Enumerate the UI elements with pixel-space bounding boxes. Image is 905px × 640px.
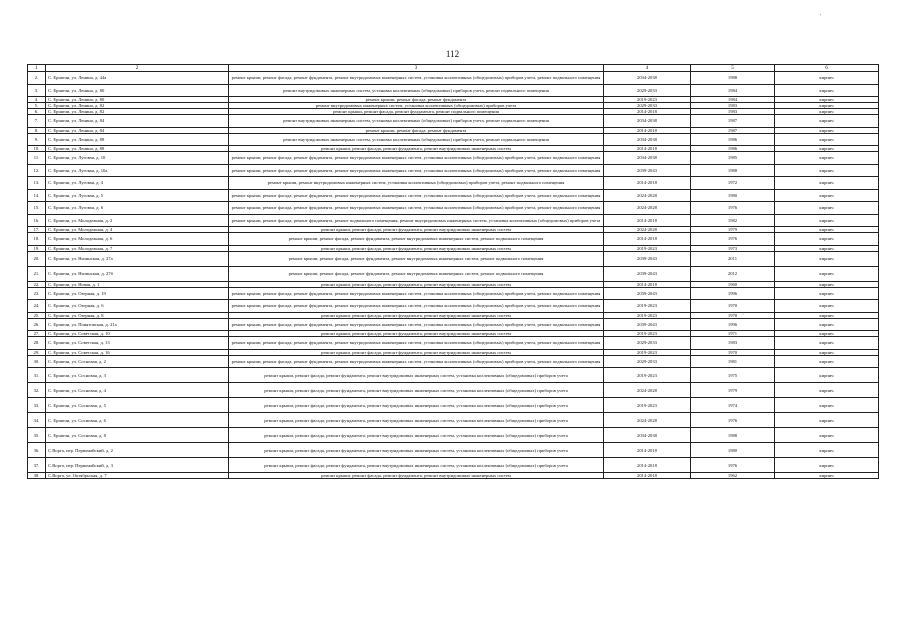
address-cell: С. Ершичи, ул. Понятовская, д. 21а xyxy=(46,318,229,331)
period-cell: 2014-2018 xyxy=(604,214,691,227)
period-cell: 2039-2043 xyxy=(604,318,691,331)
scan-mark: ' xyxy=(820,14,822,20)
works-cell: ремонт крыши, ремонт фасада, ремонт фундамента, ремонт внутридомовых инженерных систем xyxy=(229,331,604,337)
row-number: 10. xyxy=(28,146,46,152)
address-cell: С. Ершичи, ул. Сосновая, д. 4 xyxy=(46,383,229,398)
row-number: 30. xyxy=(28,355,46,368)
period-cell: 2029-2033 xyxy=(604,84,691,97)
works-cell: ремонт крыши, ремонт фасада, ремонт фундамента, ремонт подвального помещения, ремонт внутридомовых инженерных систем, установка коллективных (общедомовых) приборов учета xyxy=(229,214,604,227)
address-cell: С. Ершичи, ул. Луговая, д. 4 xyxy=(46,177,229,190)
works-cell: ремонт крыши, ремонт внутридомовых инженерных систем, установка коллективных (общедомовых) приборов учета, ремонт подвального помещения xyxy=(229,177,604,190)
year-built-cell: 1983 xyxy=(691,109,775,115)
address-cell: С. Ершичи, ул. Ленина, д. 88 xyxy=(46,133,229,146)
address-cell: С. Ершичи, ул. Сосновая, д. 8 xyxy=(46,428,229,443)
year-built-cell: 1984 xyxy=(691,97,775,103)
table-row xyxy=(28,233,879,246)
wall-material-cell: кирпич xyxy=(775,214,879,227)
table-row xyxy=(28,72,879,85)
year-built-cell: 1986 xyxy=(691,133,775,146)
period-cell: 2014-2018 xyxy=(604,177,691,190)
period-cell: 2039-2043 xyxy=(604,287,691,300)
row-number: 7. xyxy=(28,115,46,128)
row-number: 25. xyxy=(28,312,46,318)
year-built-cell: 1973 xyxy=(691,245,775,251)
period-cell: 2024-2028 xyxy=(604,189,691,202)
wall-material-cell: кирпич xyxy=(775,281,879,287)
period-cell: 2014-2018 xyxy=(604,473,691,479)
period-cell: 2024-2028 xyxy=(604,202,691,215)
period-cell: 2029-2033 xyxy=(604,337,691,350)
row-number: 11. xyxy=(28,152,46,165)
table-row xyxy=(28,177,879,190)
wall-material-cell: кирпич xyxy=(775,349,879,355)
address-cell: С.Ворга, ул. Октябрьская, д. 7 xyxy=(46,473,229,479)
address-cell: С. Ершичи, ул. Советская, д. 16 xyxy=(46,349,229,355)
year-built-cell: 1980 xyxy=(691,189,775,202)
row-number: 22. xyxy=(28,281,46,287)
year-built-cell: 1970 xyxy=(691,312,775,318)
period-cell: 2014-2018 xyxy=(604,281,691,287)
column-header: 4 xyxy=(604,65,691,72)
year-built-cell: 1979 xyxy=(691,383,775,398)
works-cell: ремонт крыши, ремонт фасада, ремонт фундамента, ремонт внутридомовых инженерных систем xyxy=(229,349,604,355)
works-cell: ремонт крыши, ремонт фасада, ремонт фундамента, ремонт внутридомовых инженерных систем xyxy=(229,281,604,287)
address-cell: С. Ершичи, ул. Советская, д. 10 xyxy=(46,331,229,337)
year-built-cell: 1976 xyxy=(691,458,775,473)
period-cell: 2019-2023 xyxy=(604,398,691,413)
year-built-cell: 1996 xyxy=(691,318,775,331)
table-row xyxy=(28,189,879,202)
works-cell: ремонт крыши, ремонт фасада, ремонт фундамента, ремонт внутридомовых инженерных систем, установка коллективных (общедомовых) приборов учета, ремонт подвального помещения xyxy=(229,287,604,300)
wall-material-cell: кирпич xyxy=(775,368,879,383)
table-row xyxy=(28,318,879,331)
address-cell: С. Ершичи, ул. Новая, д. 1 xyxy=(46,281,229,287)
row-number: 16. xyxy=(28,214,46,227)
wall-material-cell: кирпич xyxy=(775,428,879,443)
year-built-cell: 1986 xyxy=(691,146,775,152)
wall-material-cell: кирпич xyxy=(775,251,879,266)
year-built-cell: 1975 xyxy=(691,368,775,383)
wall-material-cell: кирпич xyxy=(775,337,879,350)
period-cell: 2014-2018 xyxy=(604,127,691,133)
wall-material-cell: кирпич xyxy=(775,127,879,133)
year-built-cell: 1970 xyxy=(691,349,775,355)
row-number: 15. xyxy=(28,202,46,215)
row-number: 24. xyxy=(28,300,46,313)
address-cell: С. Ершичи, ул. Озерная, д. 19 xyxy=(46,287,229,300)
works-cell: ремонт крыши, ремонт фасада, ремонт фундамента, ремонт подвального помещения xyxy=(229,109,604,115)
year-built-cell: 1988 xyxy=(691,428,775,443)
year-built-cell: 1970 xyxy=(691,300,775,313)
address-cell: С. Ершичи, ул. Ленина, д. 82 xyxy=(46,103,229,109)
works-cell: ремонт крыши, ремонт фасада, ремонт фундамента, ремонт внутридомовых инженерных систем xyxy=(229,146,604,152)
row-number: 9. xyxy=(28,133,46,146)
works-cell: ремонт крыши, ремонт фасада, ремонт фундамента, ремонт внутридомовых инженерных систем, установка коллективных (общедомовых) приборов учета xyxy=(229,428,604,443)
wall-material-cell: кирпич xyxy=(775,109,879,115)
housing-repair-table xyxy=(27,64,879,479)
table-row xyxy=(28,164,879,177)
works-cell: ремонт крыши, ремонт фасада, ремонт фундамента, ремонт внутридомовых инженерных систем, установка коллективных (общедомовых) приборов учета, ремонт подвального помещения xyxy=(229,300,604,313)
works-cell: ремонт крыши, ремонт фасада, ремонт фундамента, ремонт внутридомовых инженерных систем, установка коллективных (общедомовых) приборов учета xyxy=(229,368,604,383)
row-number: 2. xyxy=(28,72,46,85)
row-number: 18. xyxy=(28,233,46,246)
address-cell: С. Ершичи, ул. Озерная, д. 8 xyxy=(46,312,229,318)
row-number: 36. xyxy=(28,443,46,458)
wall-material-cell: кирпич xyxy=(775,318,879,331)
period-cell: 2014-2018 xyxy=(604,146,691,152)
period-cell: 2014-2018 xyxy=(604,233,691,246)
address-cell: С. Ершичи, ул. Ленина, д. 84 xyxy=(46,127,229,133)
works-cell: ремонт внутридомовых инженерных систем, установка коллективных (общедомовых) приборов учета xyxy=(229,103,604,109)
address-cell: С. Ершичи, ул. Низинская, д. 27а xyxy=(46,251,229,266)
period-cell: 2014-2018 xyxy=(604,458,691,473)
wall-material-cell: кирпич xyxy=(775,115,879,128)
year-built-cell: 1982 xyxy=(691,214,775,227)
year-built-cell: 1976 xyxy=(691,413,775,428)
works-cell: ремонт крыши, ремонт фасада, ремонт фундамента, ремонт внутридомовых инженерных систем xyxy=(229,312,604,318)
year-built-cell: 1996 xyxy=(691,287,775,300)
row-number: 5. xyxy=(28,103,46,109)
row-number: 33. xyxy=(28,398,46,413)
period-cell: 2024-2028 xyxy=(604,413,691,428)
row-number: 34. xyxy=(28,413,46,428)
table-row xyxy=(28,383,879,398)
year-built-cell: 1980 xyxy=(691,443,775,458)
address-cell: С. Ершичи, ул. Ленина, д. 84 xyxy=(46,115,229,128)
address-cell: С. Ершичи, ул. Сосновая, д. 3 xyxy=(46,368,229,383)
table-row xyxy=(28,300,879,313)
year-built-cell: 1976 xyxy=(691,202,775,215)
address-cell: С. Ершичи, ул. Луговая, д. 6 xyxy=(46,202,229,215)
address-cell: С. Ершичи, ул. Сосновая, д. 5 xyxy=(46,398,229,413)
period-cell: 2039-2043 xyxy=(604,251,691,266)
table-row xyxy=(28,458,879,473)
works-cell: ремонт крыши, ремонт фасада, ремонт фундамента, ремонт внутридомовых инженерных систем xyxy=(229,473,604,479)
works-cell: ремонт крыши, ремонт фасада, ремонт фундамента, ремонт внутридомовых инженерных систем, установка коллективных (общедомовых) приборов учета, ремонт подвального помещения xyxy=(229,318,604,331)
year-built-cell: 2012 xyxy=(691,266,775,281)
address-cell: С. Ершичи, ул. Низинская, д. 27б xyxy=(46,266,229,281)
row-number: 27. xyxy=(28,331,46,337)
period-cell: 2039-2043 xyxy=(604,164,691,177)
period-cell: 2019-2023 xyxy=(604,245,691,251)
period-cell: 2039-2043 xyxy=(604,266,691,281)
works-cell: ремонт крыши, ремонт фасада, ремонт фундамента xyxy=(229,127,604,133)
table-row xyxy=(28,152,879,165)
works-cell: ремонт крыши, ремонт фасада, ремонт фундамента, ремонт внутридомовых инженерных систем, установка коллективных (общедомовых) приборов учета, ремонт подвального помещения xyxy=(229,202,604,215)
row-number: 26. xyxy=(28,318,46,331)
period-cell: 2019-2023 xyxy=(604,97,691,103)
wall-material-cell: кирпич xyxy=(775,312,879,318)
year-built-cell: 1976 xyxy=(691,233,775,246)
row-number: 21. xyxy=(28,266,46,281)
table-row xyxy=(28,251,879,266)
wall-material-cell: кирпич xyxy=(775,383,879,398)
period-cell: 2034-2038 xyxy=(604,133,691,146)
year-built-cell: 1974 xyxy=(691,398,775,413)
table-row xyxy=(28,287,879,300)
wall-material-cell: кирпич xyxy=(775,164,879,177)
address-cell: С. Ершичи, ул. Ленина, д. 88 xyxy=(46,146,229,152)
row-number: 3. xyxy=(28,84,46,97)
works-cell: ремонт крыши, ремонт фасада, ремонт фундамента, ремонт внутридомовых инженерных систем, установка коллективных (общедомовых) приборов учета xyxy=(229,443,604,458)
table-row xyxy=(28,428,879,443)
row-number: 28. xyxy=(28,337,46,350)
works-cell: ремонт крыши, ремонт фасада, ремонт фундамента, ремонт внутридомовых инженерных систем xyxy=(229,245,604,251)
period-cell: 2029-2033 xyxy=(604,103,691,109)
period-cell: 2014-2018 xyxy=(604,109,691,115)
row-number: 35. xyxy=(28,428,46,443)
wall-material-cell: кирпич xyxy=(775,287,879,300)
address-cell: С.Ворга, пер. Первомайский, д. 2 xyxy=(46,443,229,458)
row-number: 17. xyxy=(28,227,46,233)
table-row xyxy=(28,355,879,368)
works-cell: ремонт крыши, ремонт фасада, ремонт фундамента, ремонт внутридомовых инженерных систем, установка коллективных (общедомовых) приборов учета, ремонт подвального помещения xyxy=(229,337,604,350)
period-cell: 2019-2023 xyxy=(604,331,691,337)
works-cell: ремонт крыши, ремонт фасада, ремонт фундамента xyxy=(229,97,604,103)
column-header: 5 xyxy=(691,65,775,72)
column-header: 2 xyxy=(46,65,229,72)
row-number: 13. xyxy=(28,177,46,190)
address-cell: С. Ершичи, ул. Луговая, д. 10 xyxy=(46,152,229,165)
wall-material-cell: кирпич xyxy=(775,473,879,479)
address-cell: С.Ворга, пер. Первомайский, д. 3 xyxy=(46,458,229,473)
wall-material-cell: кирпич xyxy=(775,103,879,109)
row-number: 4. xyxy=(28,97,46,103)
row-number: 23. xyxy=(28,287,46,300)
year-built-cell: 1983 xyxy=(691,337,775,350)
period-cell: 2019-2023 xyxy=(604,368,691,383)
year-built-cell: 1960 xyxy=(691,281,775,287)
wall-material-cell: кирпич xyxy=(775,233,879,246)
table-row xyxy=(28,133,879,146)
works-cell: ремонт внутридомовых инженерных систем, установка коллективных (общедомовых) приборов учета, ремонт подвального помещения xyxy=(229,115,604,128)
address-cell: С. Ершичи, ул. Молодежная, д. 4 xyxy=(46,227,229,233)
wall-material-cell: кирпич xyxy=(775,300,879,313)
wall-material-cell: кирпич xyxy=(775,331,879,337)
table-row xyxy=(28,368,879,383)
row-number: 31. xyxy=(28,368,46,383)
table-row xyxy=(28,337,879,350)
table-body xyxy=(28,72,879,479)
table-row xyxy=(28,266,879,281)
wall-material-cell: кирпич xyxy=(775,355,879,368)
address-cell: С. Ершичи, ул. Молодежная, д. 2 xyxy=(46,214,229,227)
period-cell: 2029-2033 xyxy=(604,355,691,368)
scan-mark: · xyxy=(742,312,744,318)
wall-material-cell: кирпич xyxy=(775,227,879,233)
year-built-cell: 1971 xyxy=(691,331,775,337)
year-built-cell: 1972 xyxy=(691,177,775,190)
wall-material-cell: кирпич xyxy=(775,245,879,251)
works-cell: ремонт внутридомовых инженерных систем, установка коллективных (общедомовых) приборов учета, ремонт подвального помещения xyxy=(229,133,604,146)
address-cell: С. Ершичи, ул. Советская, д. 13 xyxy=(46,337,229,350)
address-cell: С. Ершичи, ул. Луговая, д. 10а xyxy=(46,164,229,177)
year-built-cell: 1985 xyxy=(691,152,775,165)
works-cell: ремонт крыши, ремонт фасада, ремонт фундамента, ремонт внутридомовых инженерных систем, установка коллективных (общедомовых) приборов учета xyxy=(229,413,604,428)
address-cell: С. Ершичи, ул. Ленина, д. 44а xyxy=(46,72,229,85)
row-number: 32. xyxy=(28,383,46,398)
works-cell: ремонт крыши, ремонт фасада, ремонт фундамента, ремонт внутридомовых инженерных систем, установка коллективных (общедомовых) приборов учета xyxy=(229,383,604,398)
wall-material-cell: кирпич xyxy=(775,266,879,281)
works-cell: ремонт крыши, ремонт фасада, ремонт фундамента, ремонт внутридомовых инженерных систем, установка коллективных (общедомовых) приборов учета, ремонт подвального помещения xyxy=(229,72,604,85)
period-cell: 2019-2023 xyxy=(604,312,691,318)
column-header-row xyxy=(28,65,879,72)
wall-material-cell: кирпич xyxy=(775,152,879,165)
row-number: 29. xyxy=(28,349,46,355)
table-row xyxy=(28,202,879,215)
address-cell: С. Ершичи, ул. Ленина, д. 82 xyxy=(46,109,229,115)
row-number: 12. xyxy=(28,164,46,177)
address-cell: С. Ершичи, ул. Молодежная, д. 7 xyxy=(46,245,229,251)
table-row xyxy=(28,115,879,128)
works-cell: ремонт внутридомовых инженерных систем, установка коллективных (общедомовых) приборов учета, ремонт подвального помещения xyxy=(229,84,604,97)
period-cell: 2034-2038 xyxy=(604,72,691,85)
row-number: 20. xyxy=(28,251,46,266)
year-built-cell: 1981 xyxy=(691,355,775,368)
year-built-cell: 1979 xyxy=(691,227,775,233)
row-number: 19. xyxy=(28,245,46,251)
wall-material-cell: кирпич xyxy=(775,84,879,97)
row-number: 6. xyxy=(28,109,46,115)
period-cell: 2034-2038 xyxy=(604,115,691,128)
wall-material-cell: кирпич xyxy=(775,189,879,202)
row-number: 8. xyxy=(28,127,46,133)
wall-material-cell: кирпич xyxy=(775,146,879,152)
address-cell: С. Ершичи, ул. Ленина, д. 80 xyxy=(46,97,229,103)
address-cell: С. Ершичи, ул. Молодежная, д. 6 xyxy=(46,233,229,246)
works-cell: ремонт крыши, ремонт фасада, ремонт фундамента, ремонт внутридомовых инженерных систем, установка коллективных (общедомовых) приборов учета, ремонт подвального помещения xyxy=(229,152,604,165)
year-built-cell: 1984 xyxy=(691,84,775,97)
period-cell: 2019-2023 xyxy=(604,300,691,313)
wall-material-cell: кирпич xyxy=(775,202,879,215)
period-cell: 2014-2018 xyxy=(604,443,691,458)
table-row xyxy=(28,214,879,227)
wall-material-cell: кирпич xyxy=(775,458,879,473)
address-cell: С. Ершичи, ул. Сосновая, д. 6 xyxy=(46,413,229,428)
table-row xyxy=(28,473,879,479)
address-cell: С. Ершичи, ул. Озерная, д. 6 xyxy=(46,300,229,313)
period-cell: 2019-2023 xyxy=(604,349,691,355)
works-cell: ремонт крыши, ремонт фасада, ремонт фундамента, ремонт внутридомовых инженерных систем, ремонт подвального помещения xyxy=(229,266,604,281)
row-number: 14. xyxy=(28,189,46,202)
wall-material-cell: кирпич xyxy=(775,398,879,413)
table-row xyxy=(28,398,879,413)
column-header: 1 xyxy=(28,65,46,72)
year-built-cell: 1962 xyxy=(691,473,775,479)
table-row xyxy=(28,413,879,428)
works-cell: ремонт крыши, ремонт фасада, ремонт фундамента, ремонт внутридомовых инженерных систем, установка коллективных (общедомовых) приборов учета, ремонт подвального помещения xyxy=(229,164,604,177)
period-cell: 2034-2038 xyxy=(604,152,691,165)
period-cell: 2024-2028 xyxy=(604,383,691,398)
address-cell: С. Ершичи, ул. Луговая, д. 5 xyxy=(46,189,229,202)
works-cell: ремонт крыши, ремонт фасада, ремонт фундамента, ремонт внутридомовых инженерных систем, ремонт подвального помещения xyxy=(229,233,604,246)
column-header: 3 xyxy=(229,65,604,72)
period-cell: 2034-2038 xyxy=(604,428,691,443)
address-cell: С. Ершичи, ул. Сосновая, д. 2 xyxy=(46,355,229,368)
row-number: 38. xyxy=(28,473,46,479)
page-number: 112 xyxy=(445,49,460,59)
works-cell: ремонт крыши, ремонт фасада, ремонт фундамента, ремонт внутридомовых инженерных систем xyxy=(229,227,604,233)
period-cell: 2024-2028 xyxy=(604,227,691,233)
table-row xyxy=(28,84,879,97)
wall-material-cell: кирпич xyxy=(775,97,879,103)
year-built-cell: 1987 xyxy=(691,115,775,128)
works-cell: ремонт крыши, ремонт фасада, ремонт фундамента, ремонт внутридомовых инженерных систем, ремонт подвального помещения xyxy=(229,251,604,266)
year-built-cell: 1988 xyxy=(691,164,775,177)
wall-material-cell: кирпич xyxy=(775,133,879,146)
works-cell: ремонт крыши, ремонт фасада, ремонт фундамента, ремонт внутридомовых инженерных систем, установка коллективных (общедомовых) приборов учета xyxy=(229,398,604,413)
wall-material-cell: кирпич xyxy=(775,413,879,428)
wall-material-cell: кирпич xyxy=(775,72,879,85)
table-row xyxy=(28,443,879,458)
row-number: 37. xyxy=(28,458,46,473)
year-built-cell: 1987 xyxy=(691,127,775,133)
works-cell: ремонт крыши, ремонт фасада, ремонт фундамента, ремонт внутридомовых инженерных систем, установка коллективных (общедомовых) приборов учета, ремонт подвального помещения xyxy=(229,189,604,202)
works-cell: ремонт крыши, ремонт фасада, ремонт фундамента, ремонт внутридомовых инженерных систем, установка коллективных (общедомовых) приборов учета xyxy=(229,458,604,473)
year-built-cell: 1988 xyxy=(691,72,775,85)
address-cell: С. Ершичи, ул. Ленина, д. 80 xyxy=(46,84,229,97)
wall-material-cell: кирпич xyxy=(775,443,879,458)
works-cell: ремонт крыши, ремонт фасада, ремонт фундамента, ремонт внутридомовых инженерных систем, установка коллективных (общедомовых) приборов учета, ремонт подвального помещения xyxy=(229,355,604,368)
year-built-cell: 2011 xyxy=(691,251,775,266)
year-built-cell: 1983 xyxy=(691,103,775,109)
column-header: 6 xyxy=(775,65,879,72)
wall-material-cell: кирпич xyxy=(775,177,879,190)
